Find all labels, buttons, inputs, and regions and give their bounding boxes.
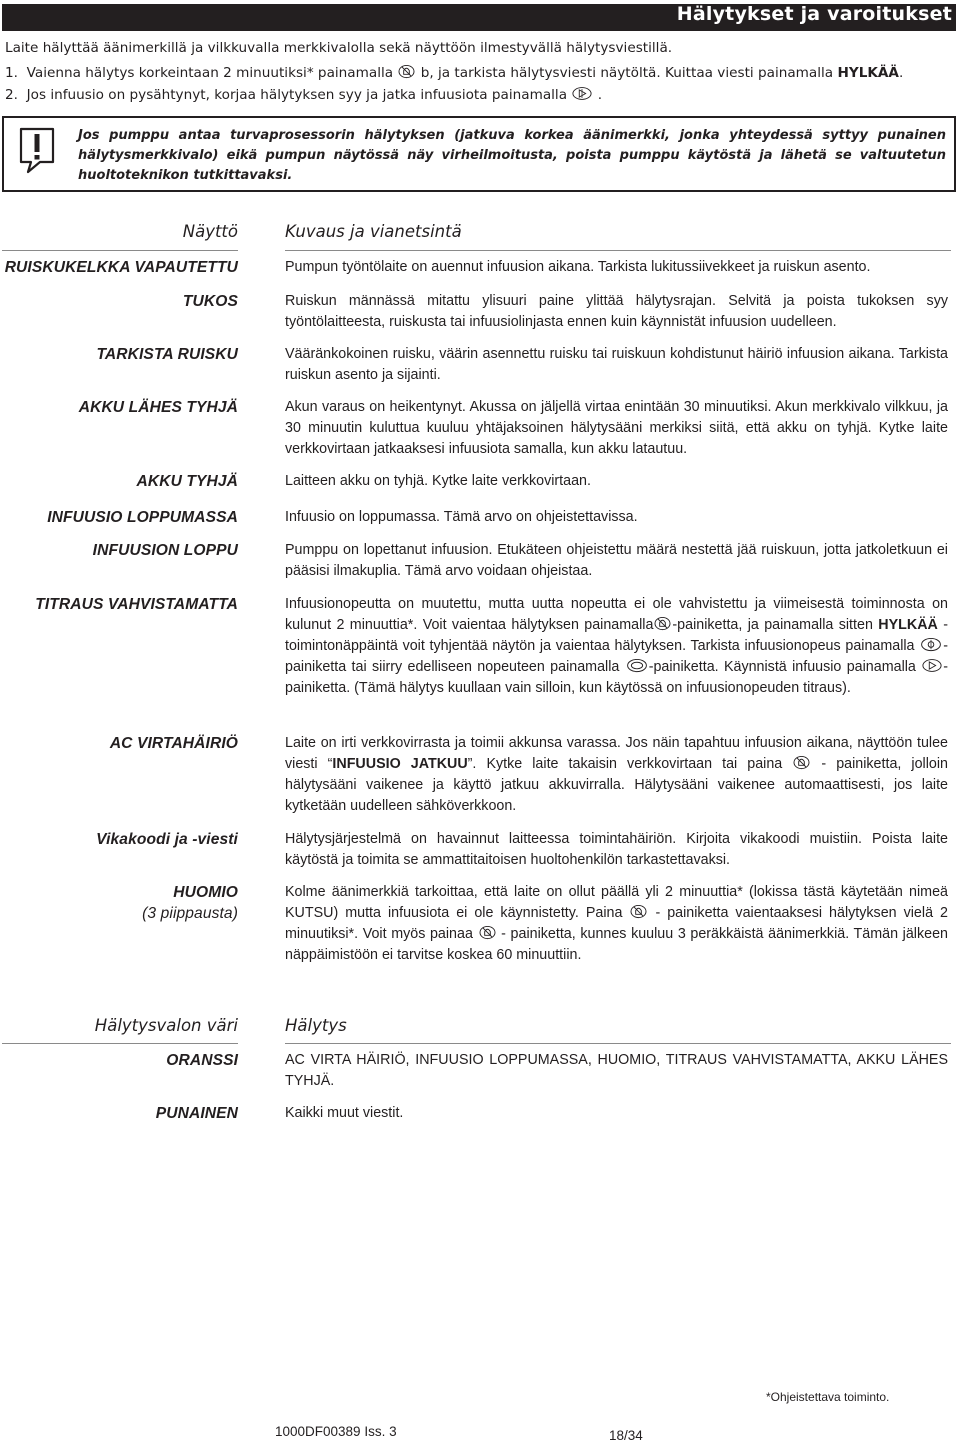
row-description: Laite on irti verkkovirrasta ja toimii akkunsa varassa. Jos näin tapahtuu infuusion aikana, näyttöön tulee viesti “INFUUSIO JATKUU”. Kytke laite takaisin verkkovirtaan tai paina - painiketta, jolloin hälytysääni vaikenee ja käyttö jatkuu akkuvirralla. Hälytysääni vaikenee automaattisesti, jos laite kytketään uudelleen sähköverkkoon. bbox=[285, 735, 948, 814]
row-description: Pumppu on lopettanut infuusion. Etukäteen ohjeistettu määrä nestettä jää ruiskuun, jotta jatkoletkuun ei pääsisi ilmakuplia. Tämä arvo voidaan ohjeistaa. bbox=[285, 542, 948, 579]
silence-bell-icon bbox=[398, 64, 415, 79]
row-label: AC VIRTAHÄIRIÖ bbox=[109, 735, 238, 752]
row-label: PUNAINEN bbox=[155, 1105, 238, 1122]
column-header-display: Näyttö bbox=[182, 222, 238, 241]
row-description: Hälytysjärjestelmä on havainnut laitteessa toimintahäiriön. Kirjoita vikakoodi muistiin. Poista laite käytöstä ja toimita se ammattitaitoisen huoltohenkilön tarkastettavaksi. bbox=[285, 831, 948, 868]
row-label: AKKU TYHJÄ bbox=[136, 473, 238, 490]
silence-bell-icon bbox=[479, 925, 496, 940]
row-description: Laitteen akku on tyhjä. Kytke laite verkkovirtaan. bbox=[285, 473, 591, 489]
warning-icon bbox=[18, 126, 56, 174]
row-description: Ruiskun männässä mitattu ylisuuri paine ylittää hälytysrajan. Selvitä ja poista tukoksen syy työntölaitteesta, ruiskusta tai infuusiolinjasta ennen kuin käynnistät infuusion uudelleen. bbox=[285, 293, 948, 330]
column-header-light-color: Hälytysvalon väri bbox=[94, 1016, 238, 1035]
row-description: Akun varaus on heikentynyt. Akussa on jäljellä virtaa enintään 30 minuutiksi. Akun merkkivalo vilkkuu, ja 30 minuutin kuluttua kuuluu yhtäjaksoinen hälytysääni merkiksi siitä, että akku on tyhjä. Kytke laite verkkovirtaan jatkaaksesi infuusiota samalla, kun akku latautuu. bbox=[285, 399, 948, 457]
row-label: ORANSSI bbox=[166, 1052, 238, 1069]
divider-right bbox=[285, 250, 951, 251]
warning-text: Jos pumppu antaa turvaprosessorin hälytyksen (jatkuva korkea äänimerkki, jonka yhteydessä syttyy punainen hälytysmerkkivalo) eikä pumpun näytössä näy virheilmoitusta, poista pumppu käytöstä ja lähetä se valtuutetun huoltoteknikon tutkittavaksi. bbox=[78, 128, 946, 183]
footnote: *Ohjeistettava toiminto. bbox=[766, 1390, 890, 1404]
row-label: Vikakoodi ja -viesti bbox=[96, 831, 238, 848]
row-description: Kolme äänimerkkiä tarkoittaa, että laite on ollut päällä yli 2 minuuttia* (lokissa tästä käytetään nimeä KUTSU) mutta infuusiota ei ole käynnistetty. Paina - painiketta vaientaaksesi hälytyksen vielä 2 minuutiksi*. Voit myös painaa - painiketta, kunnes kuuluu 3 peräkkäistä äänimerkkiä. Tämän jälkeen näppäimistöön ei tarvitse koskea 60 minuuttiin. bbox=[285, 884, 948, 963]
start-infusion-icon bbox=[572, 86, 592, 101]
row-description: AC VIRTA HÄIRIÖ, INFUUSIO LOPPUMASSA, HUOMIO, TITRAUS VAHVISTAMATTA, AKKU LÄHES TYHJÄ. bbox=[285, 1052, 948, 1089]
intro-line-1: Laite hälyttää äänimerkillä ja vilkkuvalla merkkivalolla sekä näyttöön ilmestyvällä hälytysviestillä. bbox=[5, 40, 673, 56]
row-label: AKKU LÄHES TYHJÄ bbox=[78, 399, 238, 416]
divider-left bbox=[2, 1043, 238, 1044]
row-label: HUOMIO (3 piippausta) bbox=[142, 884, 238, 922]
row-description: Infuusionopeutta on muutettu, mutta uutta nopeutta ei ole vahvistettu ja viimeisestä toiminnosta on kulunut 2 minuuttia*. Voit vaientaa hälytyksen painamalla -painiketta, ja painamalla sitten HYLKÄÄ -toimintonäppäintä voit tyhjentää näytön ja vaientaa hälytyksen. Tarkista infuusionopeus painamalla -painiketta tai siirry edelliseen nopeuteen painamalla -painiketta. Käynnistä infuusio painamalla -painiketta. (Tämä hälytys kuullaan vain silloin, kun käytössä on infuusionopeuden titraus). bbox=[285, 596, 948, 696]
divider-left bbox=[2, 250, 238, 251]
page-title: Hälytykset ja varoitukset bbox=[676, 3, 952, 25]
silence-bell-icon bbox=[654, 616, 671, 631]
row-label: RUISKUKELKKA VAPAUTETTU bbox=[4, 259, 238, 276]
titrate-icon bbox=[626, 658, 648, 673]
page-number: 18/34 bbox=[609, 1428, 643, 1443]
row-description: Infuusio on loppumassa. Tämä arvo on ohjeistettavissa. bbox=[285, 509, 638, 525]
start-infusion-icon bbox=[922, 658, 942, 673]
column-header-alarm: Hälytys bbox=[285, 1016, 347, 1035]
row-label: TITRAUS VAHVISTAMATTA bbox=[35, 596, 238, 613]
silence-bell-icon bbox=[793, 755, 810, 770]
intro-line-3: 2. Jos infuusio on pysähtynyt, korjaa hälytyksen syy ja jatka infuusiota painamalla . bbox=[5, 87, 603, 103]
row-description: Pumpun työntölaite on auennut infuusion aikana. Tarkista lukitussiivekkeet ja ruiskun asento. bbox=[285, 259, 871, 275]
silence-bell-icon bbox=[630, 904, 647, 919]
column-header-description: Kuvaus ja vianetsintä bbox=[285, 222, 462, 241]
document-code: 1000DF00389 Iss. 3 bbox=[275, 1424, 397, 1439]
row-description: Vääränkokoinen ruisku, väärin asennettu ruisku tai ruiskuun kohdistunut häiriö infuusion aikana. Tarkista ruiskun asento ja sijainti. bbox=[285, 346, 948, 383]
row-label: TUKOS bbox=[182, 293, 238, 310]
row-label: INFUUSIO LOPPUMASSA bbox=[47, 509, 238, 526]
row-description: Kaikki muut viestit. bbox=[285, 1105, 404, 1121]
intro-line-2: 1. Vaienna hälytys korkeintaan 2 minuutiksi* painamalla b, ja tarkista hälytysviesti näytöltä. Kuittaa viesti painamalla HYLKÄÄ. bbox=[5, 65, 904, 81]
row-label: INFUUSION LOPPU bbox=[92, 542, 238, 559]
divider-right bbox=[285, 1043, 951, 1044]
row-label: TARKISTA RUISKU bbox=[96, 346, 238, 363]
titrate-icon bbox=[920, 637, 942, 652]
